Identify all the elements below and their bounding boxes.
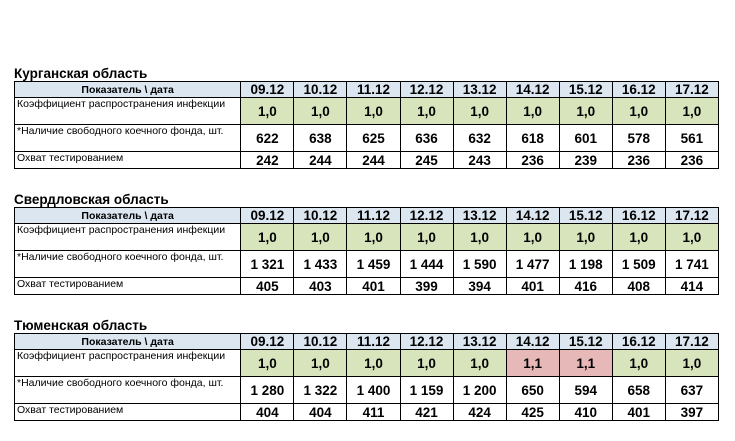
bed-fund-cell: 601	[559, 125, 612, 152]
testing-cell: 236	[612, 152, 665, 169]
region-section-kurgan	[14, 66, 719, 169]
testing-cell: 236	[665, 152, 718, 169]
date-header-cell: 14.12	[506, 334, 559, 350]
header-label-cell: Показатель \ дата	[15, 82, 241, 98]
date-header-cell: 13.12	[453, 208, 506, 224]
date-header-cell: 13.12	[453, 334, 506, 350]
coefficient-cell: 1,0	[612, 98, 665, 125]
coefficient-row	[15, 224, 719, 251]
row-label-cell: *Наличие свободного коечного фонда, шт.	[15, 125, 241, 152]
testing-cell: 401	[506, 278, 559, 295]
row-label-cell: Коэффициент распространения инфекции	[15, 350, 241, 377]
testing-cell: 424	[453, 404, 506, 421]
bed-fund-cell: 1 477	[506, 251, 559, 278]
coefficient-cell: 1,0	[241, 350, 294, 377]
row-label-cell: Охват тестированием	[15, 278, 241, 295]
testing-cell: 414	[665, 278, 718, 295]
coefficient-row	[15, 350, 719, 377]
bed-fund-cell: 1 741	[665, 251, 718, 278]
bed-fund-row	[15, 125, 719, 152]
header-label-cell: Показатель \ дата	[15, 334, 241, 350]
testing-row	[15, 152, 719, 169]
date-header-cell: 10.12	[294, 82, 347, 98]
bed-fund-cell: 1 159	[400, 377, 453, 404]
date-header-cell: 14.12	[506, 208, 559, 224]
date-header-cell: 09.12	[241, 334, 294, 350]
testing-cell: 399	[400, 278, 453, 295]
coefficient-cell: 1,1	[506, 350, 559, 377]
date-header-cell: 12.12	[400, 208, 453, 224]
coefficient-cell: 1,1	[559, 350, 612, 377]
header-row	[15, 82, 719, 98]
date-header-cell: 12.12	[400, 334, 453, 350]
coefficient-cell: 1,0	[506, 224, 559, 251]
testing-cell: 242	[241, 152, 294, 169]
date-header-cell: 17.12	[665, 82, 718, 98]
testing-cell: 404	[294, 404, 347, 421]
coefficient-cell: 1,0	[453, 224, 506, 251]
date-header-cell: 14.12	[506, 82, 559, 98]
date-header-cell: 11.12	[347, 334, 400, 350]
testing-cell: 405	[241, 278, 294, 295]
bed-fund-row	[15, 377, 719, 404]
date-header-cell: 09.12	[241, 82, 294, 98]
coefficient-cell: 1,0	[506, 98, 559, 125]
bed-fund-cell: 578	[612, 125, 665, 152]
testing-cell: 403	[294, 278, 347, 295]
region-title: Свердловская область	[14, 192, 169, 207]
bed-fund-cell: 1 459	[347, 251, 400, 278]
coefficient-cell: 1,0	[559, 98, 612, 125]
date-header-cell: 09.12	[241, 208, 294, 224]
testing-cell: 244	[294, 152, 347, 169]
date-header-cell: 16.12	[612, 334, 665, 350]
date-header-cell: 12.12	[400, 82, 453, 98]
testing-cell: 410	[559, 404, 612, 421]
bed-fund-cell: 625	[347, 125, 400, 152]
row-label-cell: *Наличие свободного коечного фонда, шт.	[15, 377, 241, 404]
coefficient-cell: 1,0	[612, 350, 665, 377]
row-label-cell: Охват тестированием	[15, 152, 241, 169]
header-label-cell: Показатель \ дата	[15, 208, 241, 224]
date-header-cell: 16.12	[612, 208, 665, 224]
bed-fund-cell: 1 400	[347, 377, 400, 404]
region-section-tyumen	[14, 318, 719, 421]
coefficient-cell: 1,0	[665, 224, 718, 251]
coefficient-cell: 1,0	[453, 350, 506, 377]
date-header-cell: 13.12	[453, 82, 506, 98]
bed-fund-cell: 1 200	[453, 377, 506, 404]
coefficient-cell: 1,0	[241, 224, 294, 251]
date-header-cell: 10.12	[294, 334, 347, 350]
bed-fund-cell: 1 321	[241, 251, 294, 278]
date-header-cell: 15.12	[559, 208, 612, 224]
coefficient-cell: 1,0	[559, 224, 612, 251]
testing-cell: 239	[559, 152, 612, 169]
header-row	[15, 208, 719, 224]
date-header-cell: 15.12	[559, 334, 612, 350]
testing-cell: 425	[506, 404, 559, 421]
date-header-cell: 17.12	[665, 334, 718, 350]
coefficient-cell: 1,0	[347, 98, 400, 125]
bed-fund-cell: 561	[665, 125, 718, 152]
region-table	[14, 207, 719, 295]
coefficient-cell: 1,0	[294, 350, 347, 377]
coefficient-cell: 1,0	[400, 98, 453, 125]
testing-cell: 394	[453, 278, 506, 295]
region-section-sverdlovsk	[14, 192, 719, 295]
date-header-cell: 11.12	[347, 208, 400, 224]
bed-fund-cell: 1 433	[294, 251, 347, 278]
coefficient-cell: 1,0	[665, 350, 718, 377]
testing-cell: 401	[612, 404, 665, 421]
testing-cell: 416	[559, 278, 612, 295]
coefficient-row	[15, 98, 719, 125]
bed-fund-cell: 637	[665, 377, 718, 404]
bed-fund-cell: 632	[453, 125, 506, 152]
bed-fund-cell: 658	[612, 377, 665, 404]
row-label-cell: Коэффициент распространения инфекции	[15, 224, 241, 251]
bed-fund-cell: 638	[294, 125, 347, 152]
region-title: Курганская область	[14, 66, 148, 81]
bed-fund-cell: 1 198	[559, 251, 612, 278]
bed-fund-cell: 636	[400, 125, 453, 152]
date-header-cell: 17.12	[665, 208, 718, 224]
row-label-cell: *Наличие свободного коечного фонда, шт.	[15, 251, 241, 278]
coefficient-cell: 1,0	[612, 224, 665, 251]
date-header-cell: 15.12	[559, 82, 612, 98]
region-table	[14, 333, 719, 421]
testing-row	[15, 278, 719, 295]
coefficient-cell: 1,0	[294, 98, 347, 125]
testing-cell: 401	[347, 278, 400, 295]
testing-cell: 236	[506, 152, 559, 169]
bed-fund-cell: 1 444	[400, 251, 453, 278]
coefficient-cell: 1,0	[400, 224, 453, 251]
bed-fund-cell: 1 280	[241, 377, 294, 404]
bed-fund-row	[15, 251, 719, 278]
bed-fund-cell: 1 509	[612, 251, 665, 278]
coefficient-cell: 1,0	[347, 224, 400, 251]
bed-fund-cell: 594	[559, 377, 612, 404]
testing-cell: 411	[347, 404, 400, 421]
bed-fund-cell: 1 322	[294, 377, 347, 404]
header-row	[15, 334, 719, 350]
bed-fund-cell: 650	[506, 377, 559, 404]
bed-fund-cell: 618	[506, 125, 559, 152]
coefficient-cell: 1,0	[347, 350, 400, 377]
bed-fund-cell: 1 590	[453, 251, 506, 278]
testing-cell: 421	[400, 404, 453, 421]
row-label-cell: Охват тестированием	[15, 404, 241, 421]
testing-cell: 397	[665, 404, 718, 421]
bed-fund-cell: 622	[241, 125, 294, 152]
region-title: Тюменская область	[14, 318, 148, 333]
date-header-cell: 10.12	[294, 208, 347, 224]
coefficient-cell: 1,0	[294, 224, 347, 251]
testing-cell: 408	[612, 278, 665, 295]
testing-cell: 245	[400, 152, 453, 169]
testing-cell: 244	[347, 152, 400, 169]
coefficient-cell: 1,0	[400, 350, 453, 377]
coefficient-cell: 1,0	[453, 98, 506, 125]
row-label-cell: Коэффициент распространения инфекции	[15, 98, 241, 125]
region-table	[14, 81, 719, 169]
date-header-cell: 11.12	[347, 82, 400, 98]
date-header-cell: 16.12	[612, 82, 665, 98]
testing-cell: 404	[241, 404, 294, 421]
coefficient-cell: 1,0	[665, 98, 718, 125]
testing-row	[15, 404, 719, 421]
coefficient-cell: 1,0	[241, 98, 294, 125]
testing-cell: 243	[453, 152, 506, 169]
